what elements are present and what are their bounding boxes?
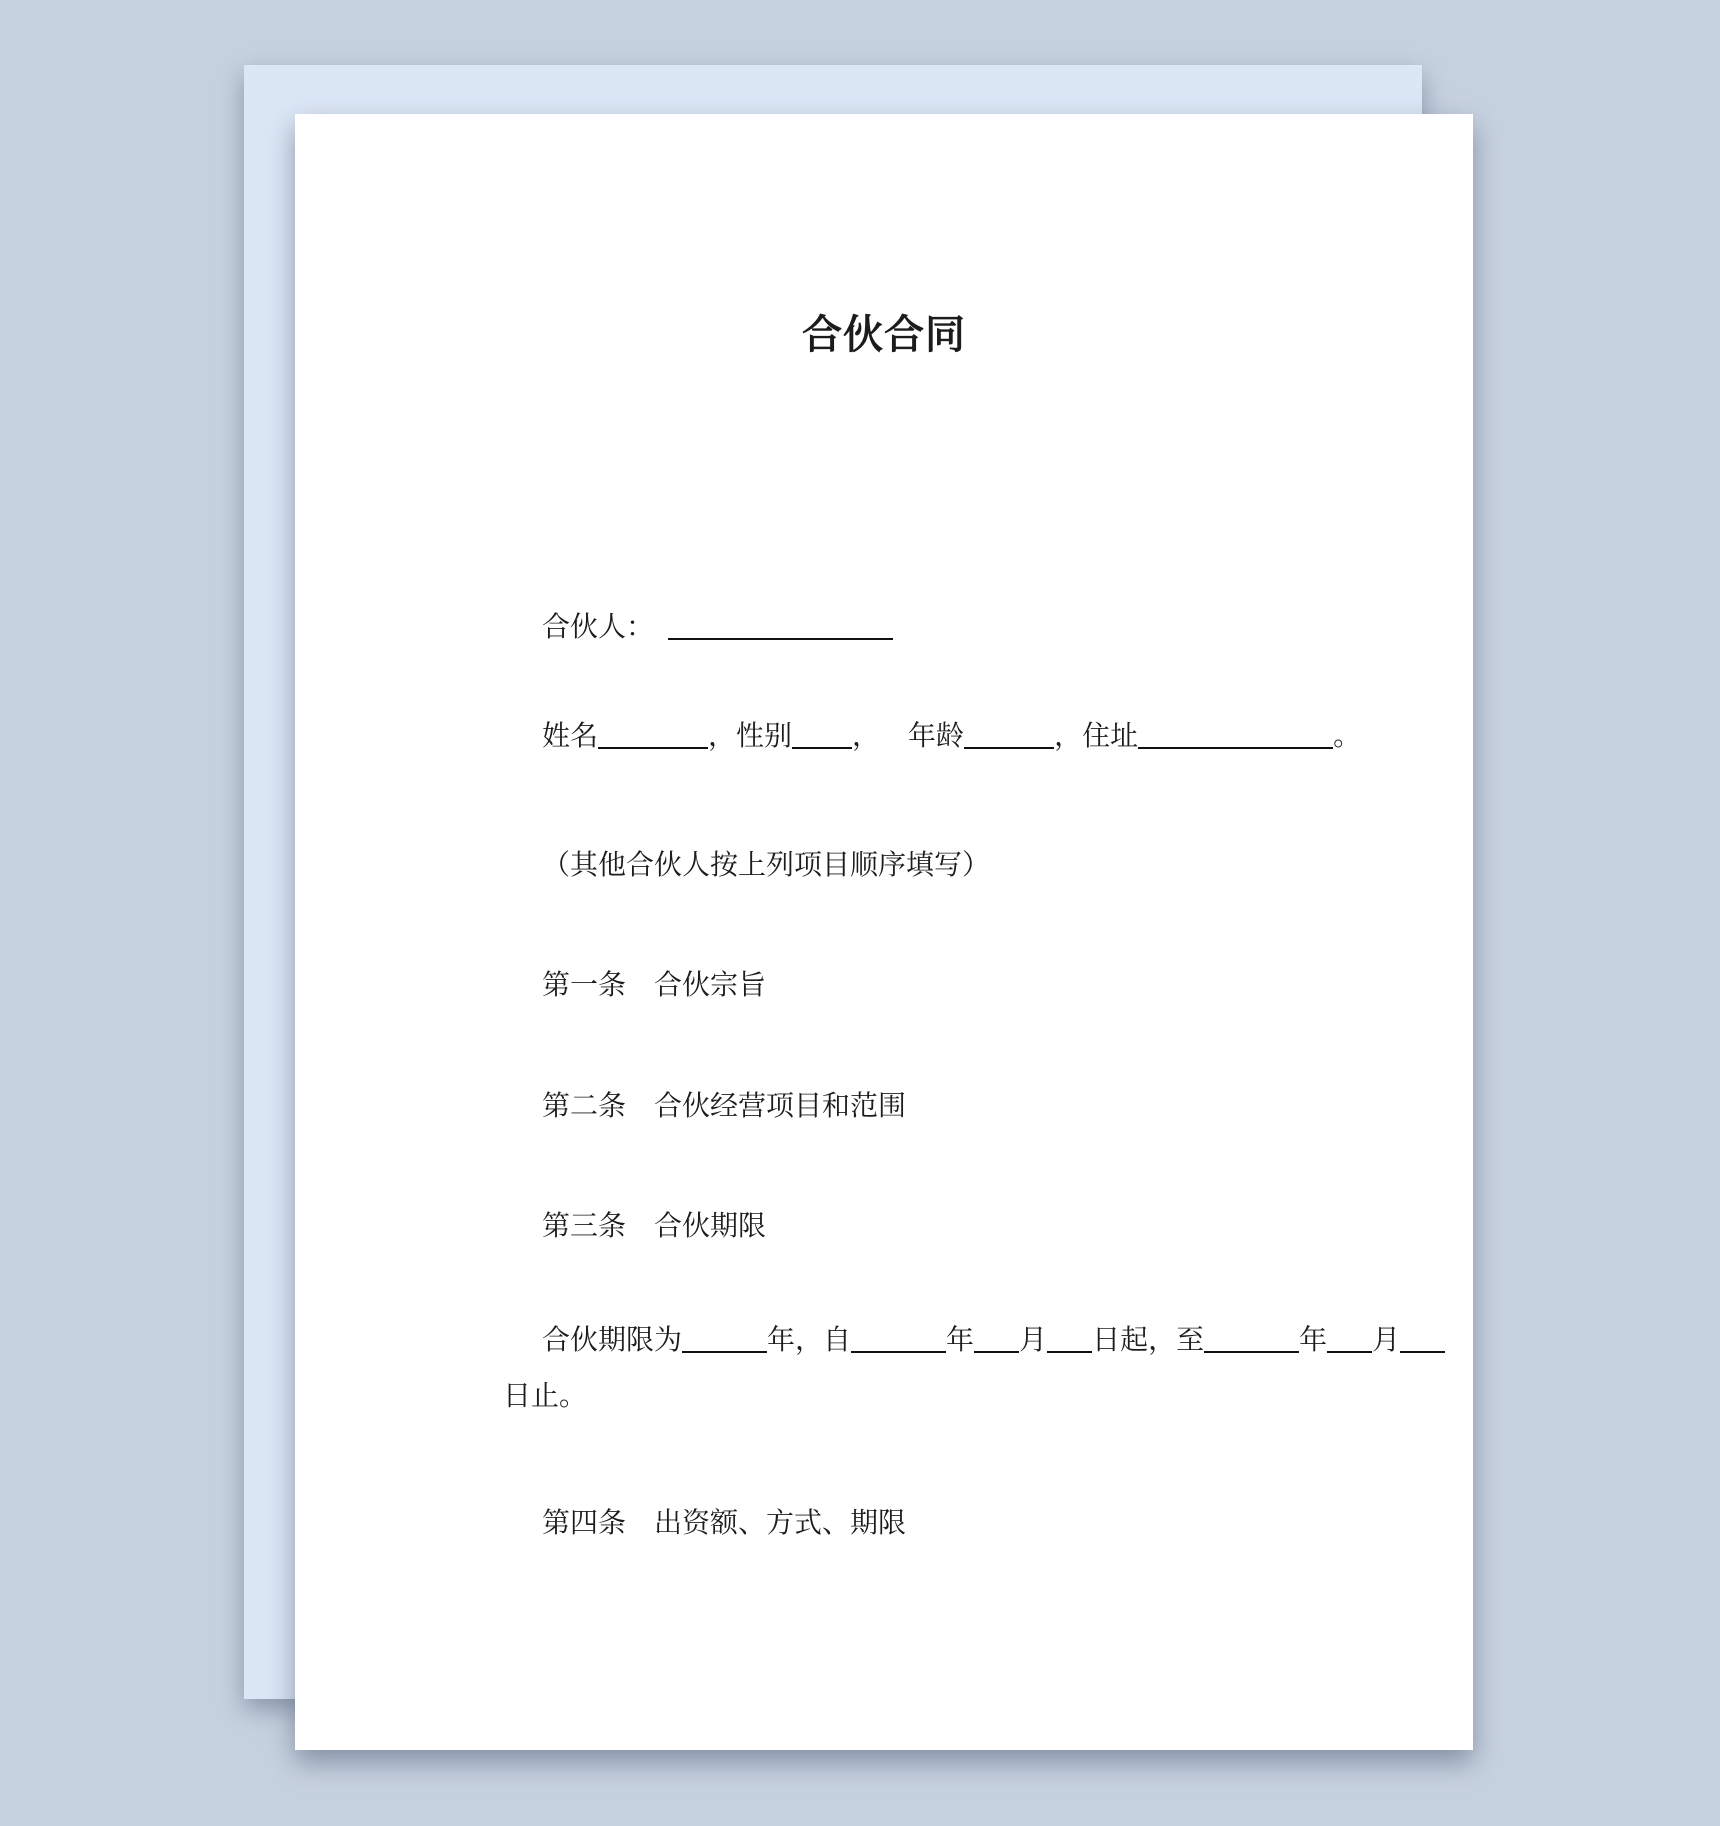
text-run: 年，自	[767, 1325, 852, 1356]
term-line-wrap	[503, 1369, 1483, 1425]
partner-info-line	[503, 709, 1522, 765]
text-run: 日止。	[503, 1381, 588, 1412]
text-run: 第四条 出资额、方式、期限	[542, 1508, 907, 1539]
document-title: 合伙合同	[802, 313, 966, 357]
article-1-heading	[503, 958, 1522, 1014]
blank-underline	[682, 1349, 767, 1353]
text-run: 年	[1299, 1325, 1328, 1356]
blank-underline	[1138, 745, 1333, 749]
blank-underline	[668, 636, 893, 640]
text-run: 。	[1333, 721, 1362, 752]
blank-underline	[1400, 1349, 1445, 1353]
partners-line	[503, 600, 1522, 656]
spacer	[880, 744, 908, 745]
text-run: 姓名	[542, 721, 599, 752]
text-run: 第二条 合伙经营项目和范围	[542, 1091, 907, 1122]
document-body	[295, 114, 1473, 1750]
text-run: ，性别	[708, 721, 793, 752]
front-page-sheet	[295, 114, 1473, 1750]
blank-underline	[1204, 1349, 1299, 1353]
text-run: （其他合伙人按上列项目顺序填写）	[542, 850, 991, 881]
article-4-heading	[503, 1496, 1522, 1552]
blank-underline	[851, 1349, 946, 1353]
text-run: 年龄	[908, 721, 965, 752]
blank-underline	[964, 745, 1054, 749]
article-3-heading	[503, 1199, 1522, 1255]
spacer	[654, 635, 668, 636]
text-run: ，	[852, 721, 881, 752]
blank-underline	[974, 1349, 1019, 1353]
text-run: 第一条 合伙宗旨	[542, 970, 767, 1001]
text-run: 月	[1019, 1325, 1048, 1356]
text-run: 合伙人：	[542, 612, 655, 643]
blank-underline	[1047, 1349, 1092, 1353]
blank-underline	[792, 745, 852, 749]
text-run: 月	[1372, 1325, 1401, 1356]
text-run: 日起，至	[1092, 1325, 1205, 1356]
text-run: 合伙期限为	[542, 1325, 683, 1356]
blank-underline	[1327, 1349, 1372, 1353]
text-run: 第三条 合伙期限	[542, 1211, 767, 1242]
text-run: ，住址	[1054, 721, 1139, 752]
text-run: 年	[946, 1325, 975, 1356]
note-line	[503, 838, 1522, 894]
blank-underline	[598, 745, 708, 749]
term-line	[503, 1313, 1522, 1369]
article-2-heading	[503, 1079, 1522, 1135]
